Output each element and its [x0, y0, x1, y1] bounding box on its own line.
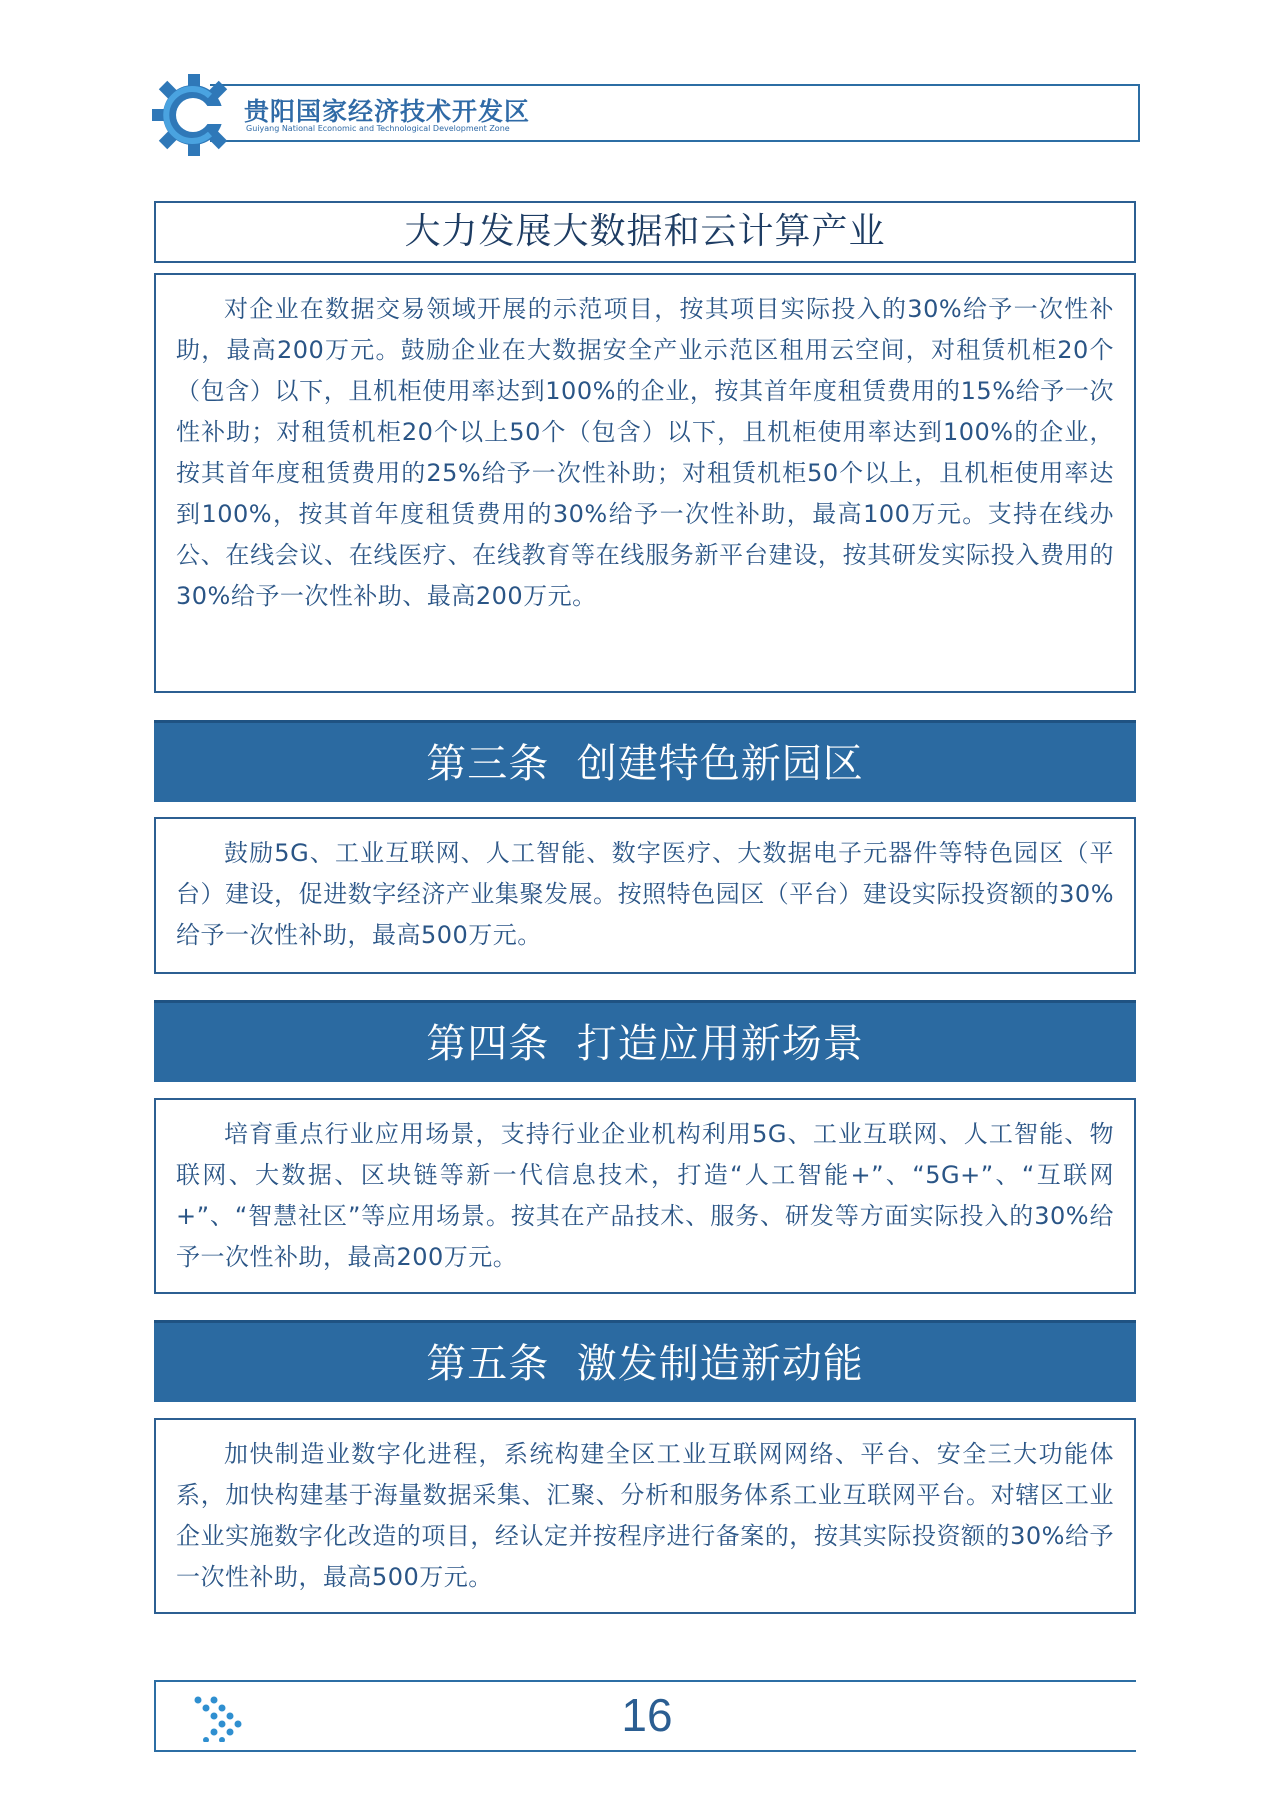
article-4-heading: 第四条 打造应用新场景 — [426, 1021, 864, 1067]
org-name-en: Guiyang National Economic and Technological Development Zone — [246, 124, 510, 133]
article-5-banner — [154, 1320, 1136, 1402]
org-name: 贵阳国家经济技术开发区 — [244, 97, 531, 126]
article-3-heading: 第三条 创建特色新园区 — [426, 741, 864, 787]
article-4-text-box — [154, 1098, 1136, 1294]
page-number: 16 — [621, 1689, 673, 1741]
gear-c-logo-icon — [150, 72, 236, 158]
article-5-heading: 第五条 激发制造新动能 — [426, 1341, 864, 1387]
article-4-banner — [154, 1000, 1136, 1082]
article-3-banner — [154, 720, 1136, 802]
page-footer — [154, 1680, 1136, 1752]
article-5-text: 加快制造业数字化进程，系统构建全区工业互联网网络、平台、安全三大功能体系，加快构建基于海量数据采集、汇聚、分析和服务体系工业互联网平台。对辖区工业企业实施数字化改造的项目，经认定并按程序进行备案的，按其实际投资额的30%给予一次性补助，最高500万元。 — [176, 1440, 1114, 1591]
article-3-text-box — [154, 817, 1136, 974]
article-4-text: 培育重点行业应用场景，支持行业企业机构利用5G、工业互联网、人工智能、物联网、大数据、区块链等新一代信息技术，打造“人工智能+”、“5G+”、“互联网+”、“智慧社区”等应用场景。按其在产品技术、服务、研发等方面实际投入的30%给予一次性补助，最高200万元。 — [176, 1120, 1114, 1271]
section-text: 对企业在数据交易领域开展的示范项目，按其项目实际投入的30%给予一次性补助，最高200万元。鼓励企业在大数据安全产业示范区租用云空间，对租赁机柜20个（包含）以下，且机柜使用率达到100%的企业，按其首年度租赁费用的15%给予一次性补助；对租赁机柜20个以上50个（包含）以下，且机柜使用率达到100%的企业，按其首年度租赁费用的25%给予一次性补助；对租赁机柜50个以上，且机柜使用率达到100%，按其首年度租赁费用的30%给予一次性补助，最高100万元。支持在线办公、在线会议、在线医疗、在线教育等在线服务新平台建设，按其研发实际投入费用的30%给予一次性补助、最高200万元。 — [176, 295, 1114, 610]
page-header — [150, 72, 1140, 150]
section-text-box — [154, 273, 1136, 693]
article-5-text-box — [154, 1418, 1136, 1614]
section-title: 大力发展大数据和云计算产业 — [154, 201, 1136, 263]
article-3-text: 鼓励5G、工业互联网、人工智能、数字医疗、大数据电子元器件等特色园区（平台）建设，促进数字经济产业集聚发展。按照特色园区（平台）建设实际投资额的30%给予一次性补助，最高500万元。 — [176, 839, 1114, 949]
